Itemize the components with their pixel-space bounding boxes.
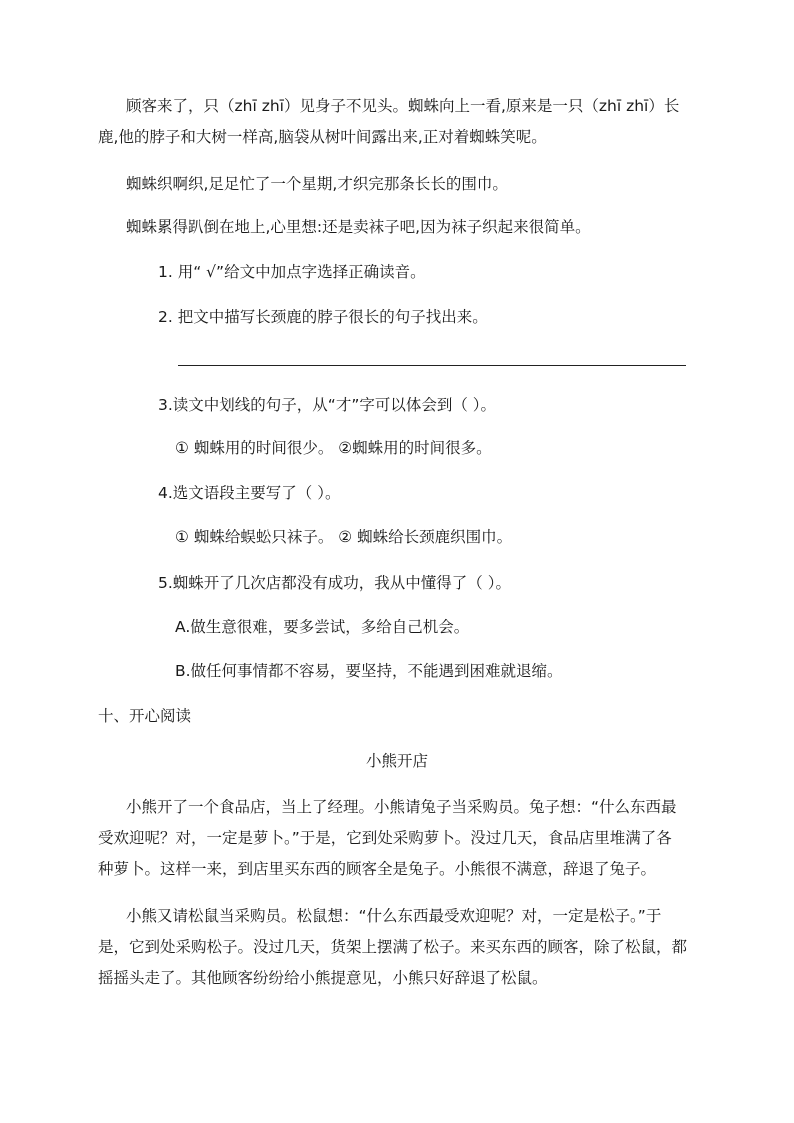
story-paragraph-2-line-2: 是，它到处采购松子。没过几天，货架上摆满了松子。来买东西的顾客，除了松鼠，都 — [98, 938, 688, 956]
question-3: 3.读文中划线的句子，从“才”字可以体会到（ ）。 — [158, 396, 497, 414]
passage-paragraph-2: 蜘蛛织啊织,足足忙了一个星期,才织完那条长长的围巾。 — [126, 175, 508, 193]
question-4-options: ① 蜘蛛给蜈蚣只袜子。 ② 蜘蛛给长颈鹿织围巾。 — [175, 528, 513, 546]
story-paragraph-2-line-1: 小熊又请松鼠当采购员。松鼠想：“什么东西最受欢迎呢？对，一定是松子。”于 — [126, 907, 662, 925]
story-paragraph-1-line-1: 小熊开了一个食品店，当上了经理。小熊请兔子当采购员。兔子想：“什么东西最 — [126, 798, 677, 816]
story-paragraph-1-line-2: 受欢迎呢？对，一定是萝卜。”于是，它到处采购萝卜。没过几天，食品店里堆满了各 — [98, 829, 672, 847]
passage-paragraph-3: 蜘蛛累得趴倒在地上,心里想:还是卖袜子吧,因为袜子织起来很简单。 — [126, 218, 591, 236]
question-1: 1. 用“ √”给文中加点字选择正确读音。 — [158, 263, 426, 281]
story-paragraph-1-line-3: 种萝卜。这样一来，到店里买东西的顾客全是兔子。小熊很不满意，辞退了兔子。 — [98, 860, 657, 878]
question-4: 4.选文语段主要写了（ ）。 — [158, 484, 341, 502]
question-2: 2. 把文中描写长颈鹿的脖子很长的句子找出来。 — [158, 308, 488, 326]
passage-paragraph-1-line-2: 鹿,他的脖子和大树一样高,脑袋从树叶间露出来,正对着蜘蛛笑呢。 — [98, 128, 547, 146]
passage-paragraph-1-line-1: 顾客来了，只（zhī zhī）见身子不见头。蜘蛛向上一看,原来是一只（zhī zhī）长 — [126, 97, 680, 115]
question-3-options: ① 蜘蛛用的时间很少。 ②蜘蛛用的时间很多。 — [175, 439, 492, 457]
story-title: 小熊开店 — [366, 752, 429, 770]
answer-line — [178, 365, 686, 366]
question-5: 5.蜘蛛开了几次店都没有成功，我从中懂得了（ ）。 — [158, 574, 511, 592]
section-heading: 十、开心阅读 — [98, 707, 192, 725]
question-5-option-a: A.做生意很难，要多尝试，多给自己机会。 — [175, 618, 470, 636]
question-5-option-b: B.做任何事情都不容易，要坚持，不能遇到困难就退缩。 — [175, 662, 563, 680]
story-paragraph-2-line-3: 摇摇头走了。其他顾客纷纷给小熊提意见，小熊只好辞退了松鼠。 — [98, 969, 548, 987]
